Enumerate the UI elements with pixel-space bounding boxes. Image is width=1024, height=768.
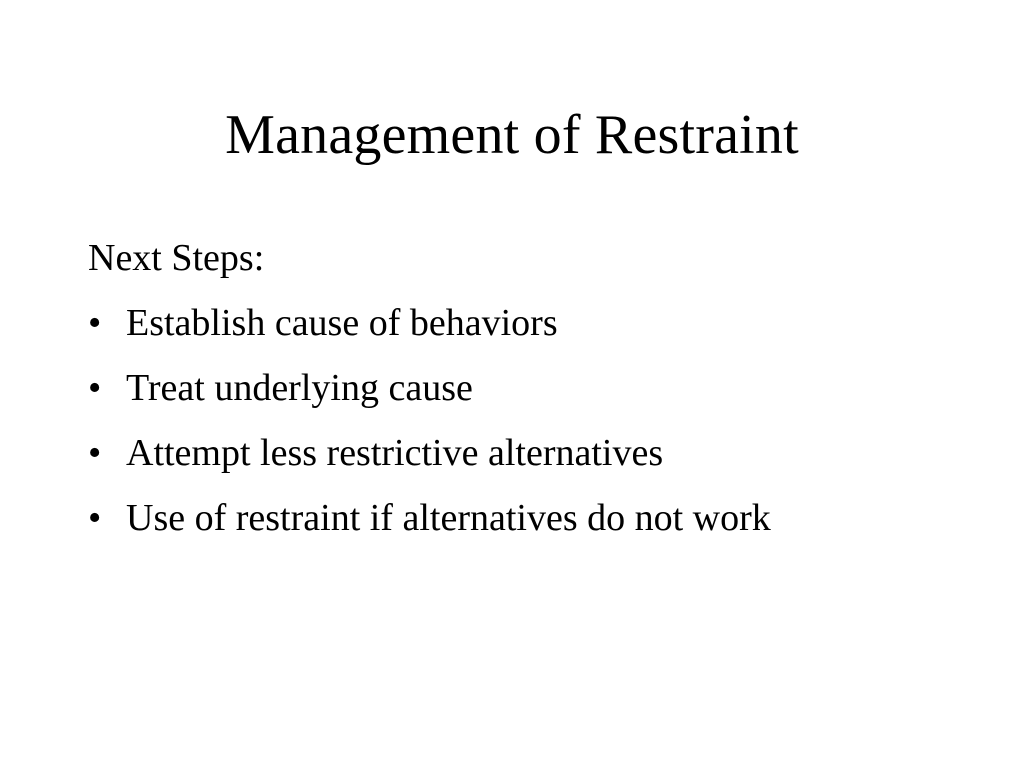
list-item: [88, 429, 968, 477]
bullet-icon: •: [88, 302, 102, 344]
list-item-text: Establish cause of behaviors: [126, 302, 558, 344]
list-item: [88, 299, 968, 347]
slide-body: [88, 234, 968, 559]
bullet-icon: •: [88, 367, 102, 409]
list-item-text: Treat underlying cause: [126, 367, 473, 409]
list-item: [88, 364, 968, 412]
next-steps-label: Next Steps:: [88, 237, 265, 279]
list-item-text: Use of restraint if alternatives do not work: [126, 497, 771, 539]
bullet-icon: •: [88, 497, 102, 539]
bullet-icon: •: [88, 432, 102, 474]
list-item: [88, 494, 968, 542]
next-steps-list: [88, 299, 968, 542]
slide-title: Management of Restraint: [225, 104, 799, 166]
list-item-text: Attempt less restrictive alternatives: [126, 432, 664, 474]
